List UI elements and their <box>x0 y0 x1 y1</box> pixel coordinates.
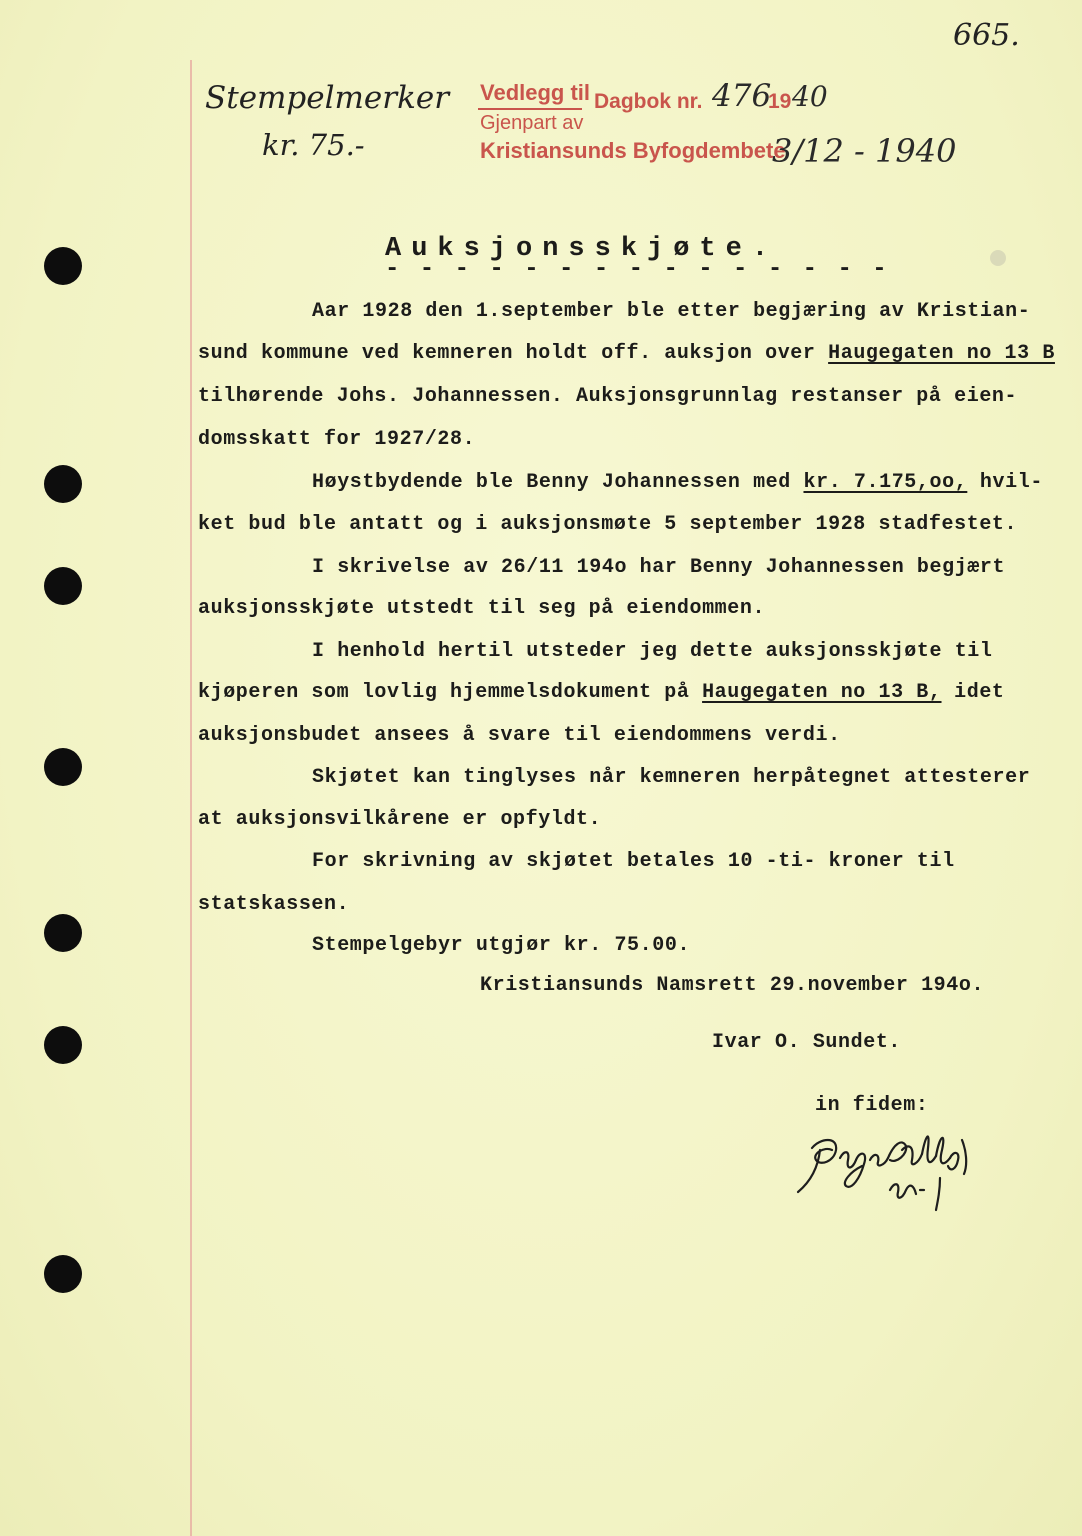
body-line: Aar 1928 den 1.september ble etter begjæring av Kristian- <box>312 300 1031 323</box>
margin-line <box>190 60 192 1536</box>
body-line <box>198 342 1055 365</box>
punch-hole <box>44 1255 82 1293</box>
punch-hole <box>44 748 82 786</box>
body-line: Skjøtet kan tinglyses når kemneren herpåtegnet attesterer <box>312 766 1031 789</box>
stamp-fee-line: Stempelgebyr utgjør kr. 75.00. <box>312 934 691 957</box>
body-line <box>198 681 1005 704</box>
body-line: auksjonsskjøte utstedt til seg på eiendommen. <box>198 597 766 620</box>
stamp-dagbok-number: 476 <box>712 78 772 114</box>
body-line: I skrivelse av 26/11 194o har Benny Johannessen begjært <box>312 556 1006 579</box>
stamp-office: Kristiansunds Byfogdembete <box>480 138 786 163</box>
punch-hole <box>44 914 82 952</box>
body-text: sund kommune ved kemneren holdt off. auksjon over <box>198 342 829 365</box>
body-line: I henhold hertil utsteder jeg dette auksjonsskjøte til <box>312 640 993 663</box>
body-line: at auksjonsvilkårene er opfyldt. <box>198 808 602 831</box>
stamp-underline <box>478 108 582 110</box>
stamp-gjenpart: Gjenpart av <box>480 112 584 134</box>
body-text: hvil- <box>967 471 1043 494</box>
place-date: Kristiansunds Namsrett 29.november 194o. <box>480 974 985 997</box>
body-text: idet <box>941 681 1005 704</box>
property-address: Haugegaten no 13 B, <box>702 681 942 704</box>
signatory-name: Ivar O. Sundet. <box>712 1031 902 1054</box>
stamp-year-suffix: 40 <box>792 80 828 113</box>
page-number: 665. <box>953 18 1020 53</box>
body-line: ket bud ble antatt og i auksjonsmøte 5 september 1928 stadfestet. <box>198 513 1018 536</box>
bid-amount: kr. 7.175,oo, <box>803 471 968 494</box>
body-line: domsskatt for 1927/28. <box>198 428 476 451</box>
property-address: Haugegaten no 13 B <box>828 342 1055 365</box>
punch-hole <box>44 247 82 285</box>
punch-hole <box>44 1026 82 1064</box>
body-line: auksjonsbudet ansees å svare til eiendommens verdi. <box>198 724 841 747</box>
body-text: kjøperen som lovlig hjemmelsdokument på <box>198 681 703 704</box>
punch-hole <box>44 567 82 605</box>
stamp-year-prefix: 19 <box>768 90 792 113</box>
body-line: statskassen. <box>198 893 350 916</box>
in-fidem-label: in fidem: <box>815 1094 929 1117</box>
body-line <box>312 471 1043 494</box>
handwritten-signature <box>790 1120 990 1220</box>
punch-hole <box>44 465 82 503</box>
stamp-note-line2: kr. 75.- <box>262 128 365 162</box>
body-line: tilhørende Johs. Johannessen. Auksjonsgrunnlag restanser på eien- <box>198 385 1018 408</box>
stamp-vedlegg: Vedlegg til <box>480 80 591 105</box>
body-text: Høystbydende ble Benny Johannessen med <box>312 471 804 494</box>
paper-stain <box>990 250 1006 266</box>
title-underline-dashes: - - - - - - - - - - - - - - - <box>385 256 890 283</box>
stamp-dagbok-label: Dagbok nr. <box>594 90 703 113</box>
stamp-date: 3/12 - 1940 <box>772 132 957 170</box>
body-line: For skrivning av skjøtet betales 10 -ti- kroner til <box>312 850 955 873</box>
stamp-note-line1: Stempelmerker <box>205 80 450 116</box>
document-title: Auksjonsskjøte. <box>385 234 779 264</box>
